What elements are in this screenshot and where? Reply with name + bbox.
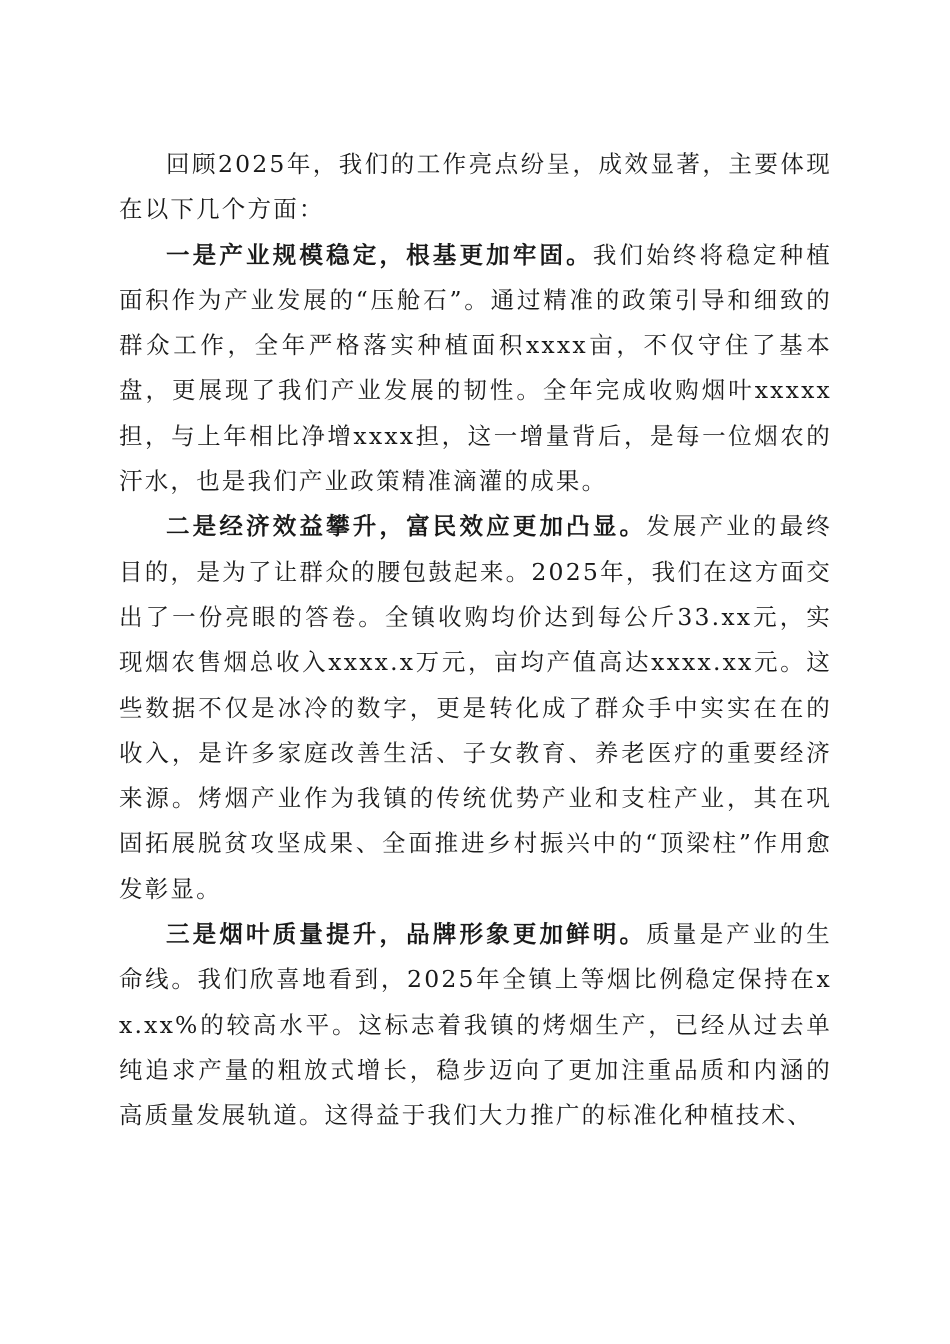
section-1-paragraph [119, 233, 832, 505]
section-3-lead: 三是烟叶质量提升，品牌形象更加鲜明。 [166, 920, 647, 949]
intro-text: 回顾2025年，我们的工作亮点纷呈，成效显著，主要体现在以下几个方面： [119, 150, 832, 224]
intro-paragraph [119, 142, 832, 233]
section-1-body: 我们始终将稳定种植面积作为产业发展的“压舱石”。通过精准的政策引导和细致的群众工作，全年严格落实种植面积xxxx亩，不仅守住了基本盘，更展现了我们产业发展的韧性。全年完成收购烟叶xxxxx担，与上年相比净增xxxx担，这一增量背后，是每一位烟农的汗水，也是我们产业政策精准滴灌的成果。 [119, 240, 832, 496]
section-3-paragraph [119, 912, 832, 1138]
document-body [119, 142, 832, 1139]
section-3-body: 质量是产业的生命线。我们欣喜地看到，2025年全镇上等烟比例稳定保持在xx.xx%的较高水平。这标志着我镇的烤烟生产，已经从过去单纯追求产量的粗放式增长，稳步迈向了更加注重品质和内涵的高质量发展轨道。这得益于我们大力推广的标准化种植技术、 [119, 920, 832, 1130]
section-2-body: 发展产业的最终目的，是为了让群众的腰包鼓起来。2025年，我们在这方面交出了一份亮眼的答卷。全镇收购均价达到每公斤33.xx元，实现烟农售烟总收入xxxx.x万元，亩均产值高达xxxx.xx元。这些数据不仅是冰冷的数字，更是转化成了群众手中实实在在的收入，是许多家庭改善生活、子女教育、养老医疗的重要经济来源。烤烟产业作为我镇的传统优势产业和支柱产业，其在巩固拓展脱贫攻坚成果、全面推进乡村振兴中的“顶梁柱”作用愈发彰显。 [119, 512, 832, 903]
section-2-paragraph [119, 504, 832, 912]
section-2-lead: 二是经济效益攀升，富民效应更加凸显。 [166, 512, 647, 541]
section-1-lead: 一是产业规模稳定，根基更加牢固。 [166, 240, 593, 269]
